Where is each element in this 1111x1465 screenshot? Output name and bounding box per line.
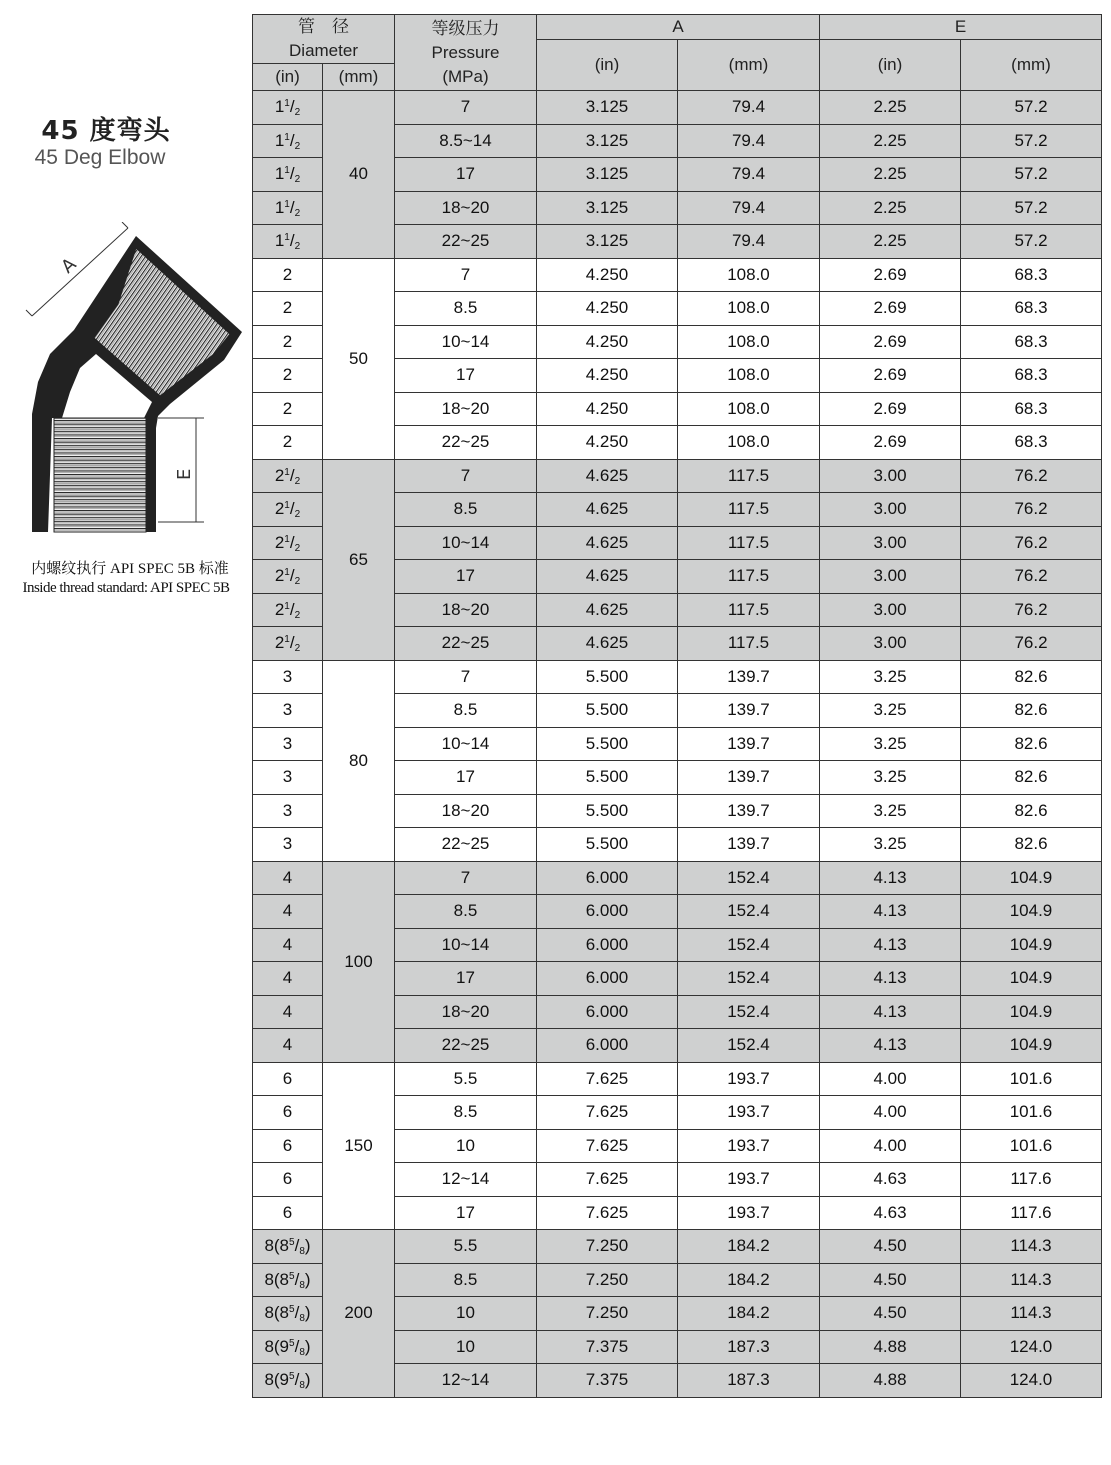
e-mm-cell: 76.2 (961, 526, 1102, 560)
a-mm-cell: 184.2 (678, 1297, 820, 1331)
a-mm-cell: 117.5 (678, 459, 820, 493)
diameter-in-cell: 6 (253, 1129, 323, 1163)
e-mm-cell: 68.3 (961, 426, 1102, 460)
e-mm-header: (mm) (961, 40, 1102, 91)
diameter-in-cell: $2^1/_2$ (253, 627, 323, 661)
e-in-cell: 4.63 (820, 1196, 961, 1230)
pressure-cell: 8.5~14 (395, 124, 537, 158)
a-mm-cell: 152.4 (678, 895, 820, 929)
diameter-in-header: (in) (253, 64, 323, 91)
diameter-in-cell: $2^1/_2$ (253, 493, 323, 527)
pressure-cell: 18~20 (395, 995, 537, 1029)
pressure-cell: 5.5 (395, 1230, 537, 1264)
pressure-cell: 7 (395, 861, 537, 895)
spec-table (252, 14, 1102, 1398)
a-mm-cell: 79.4 (678, 158, 820, 192)
a-in-cell: 7.375 (537, 1330, 678, 1364)
a-in-cell: 7.250 (537, 1230, 678, 1264)
e-in-cell: 2.69 (820, 426, 961, 460)
thread-note-en: Inside thread standard: API SPEC 5B (22, 580, 230, 596)
e-in-cell: 4.50 (820, 1297, 961, 1331)
diameter-in-cell: $1^1/_2$ (253, 124, 323, 158)
diameter-in-cell: $2^1/_2$ (253, 560, 323, 594)
a-mm-cell: 117.5 (678, 593, 820, 627)
diameter-in-cell: 3 (253, 761, 323, 795)
diameter-in-cell: $1^1/_2$ (253, 158, 323, 192)
e-mm-cell: 104.9 (961, 995, 1102, 1029)
e-in-cell: 2.25 (820, 225, 961, 259)
diameter-in-cell: $1^1/_2$ (253, 225, 323, 259)
pressure-cell: 22~25 (395, 1029, 537, 1063)
diameter-in-cell: 2 (253, 292, 323, 326)
e-mm-cell: 104.9 (961, 962, 1102, 996)
a-mm-cell: 193.7 (678, 1096, 820, 1130)
pressure-header-zh: 等级压力 (431, 18, 500, 38)
a-mm-cell: 152.4 (678, 928, 820, 962)
e-mm-cell: 104.9 (961, 928, 1102, 962)
e-mm-cell: 76.2 (961, 459, 1102, 493)
diameter-in-cell: 2 (253, 392, 323, 426)
a-in-cell: 7.250 (537, 1263, 678, 1297)
e-mm-cell: 117.6 (961, 1163, 1102, 1197)
a-mm-cell: 187.3 (678, 1330, 820, 1364)
pressure-cell: 17 (395, 962, 537, 996)
pressure-cell: 17 (395, 761, 537, 795)
a-mm-cell: 193.7 (678, 1196, 820, 1230)
pressure-cell: 18~20 (395, 392, 537, 426)
pressure-cell: 8.5 (395, 694, 537, 728)
pressure-cell: 8.5 (395, 1096, 537, 1130)
a-in-cell: 7.250 (537, 1297, 678, 1331)
a-in-cell: 4.250 (537, 292, 678, 326)
a-mm-cell: 79.4 (678, 91, 820, 125)
a-mm-cell: 139.7 (678, 727, 820, 761)
table-row (253, 258, 1102, 292)
product-title-zh: 45 度弯头 (41, 116, 171, 146)
e-mm-cell: 68.3 (961, 392, 1102, 426)
a-in-cell: 7.625 (537, 1163, 678, 1197)
a-in-cell: 4.625 (537, 560, 678, 594)
diameter-in-cell: 4 (253, 861, 323, 895)
product-panel (0, 0, 252, 1465)
diameter-mm-cell: 50 (323, 258, 395, 459)
a-mm-cell: 139.7 (678, 660, 820, 694)
e-in-cell: 3.25 (820, 761, 961, 795)
e-mm-cell: 114.3 (961, 1230, 1102, 1264)
diameter-in-cell: 6 (253, 1163, 323, 1197)
e-in-cell: 4.13 (820, 861, 961, 895)
a-mm-cell: 187.3 (678, 1364, 820, 1398)
a-in-cell: 5.500 (537, 828, 678, 862)
pressure-cell: 17 (395, 158, 537, 192)
diameter-in-cell: 4 (253, 928, 323, 962)
a-mm-cell: 108.0 (678, 292, 820, 326)
e-mm-cell: 57.2 (961, 225, 1102, 259)
a-in-cell: 4.625 (537, 493, 678, 527)
diameter-in-cell: 3 (253, 794, 323, 828)
pressure-cell: 17 (395, 560, 537, 594)
pressure-cell: 12~14 (395, 1163, 537, 1197)
e-mm-cell: 76.2 (961, 627, 1102, 661)
e-in-cell: 3.00 (820, 560, 961, 594)
pressure-cell: 10 (395, 1330, 537, 1364)
a-in-cell: 6.000 (537, 995, 678, 1029)
a-in-cell: 4.250 (537, 325, 678, 359)
e-mm-cell: 82.6 (961, 828, 1102, 862)
a-in-cell: 7.625 (537, 1196, 678, 1230)
diameter-in-cell: $2^1/_2$ (253, 526, 323, 560)
a-mm-cell: 193.7 (678, 1129, 820, 1163)
e-mm-cell: 68.3 (961, 258, 1102, 292)
a-in-cell: 5.500 (537, 727, 678, 761)
a-mm-cell: 193.7 (678, 1062, 820, 1096)
column-e-header: E (820, 15, 1102, 40)
diameter-in-cell: $1^1/_2$ (253, 91, 323, 125)
a-in-cell: 3.125 (537, 91, 678, 125)
pressure-header (395, 15, 537, 91)
e-mm-cell: 124.0 (961, 1330, 1102, 1364)
diameter-in-cell: $2^1/_2$ (253, 593, 323, 627)
diameter-in-cell: $8(8^5/_8)$ (253, 1297, 323, 1331)
diameter-in-cell: 2 (253, 359, 323, 393)
e-in-cell: 3.00 (820, 627, 961, 661)
a-in-cell: 7.625 (537, 1096, 678, 1130)
a-mm-cell: 139.7 (678, 694, 820, 728)
diameter-in-cell: 4 (253, 1029, 323, 1063)
a-in-cell: 5.500 (537, 694, 678, 728)
pressure-cell: 12~14 (395, 1364, 537, 1398)
e-in-cell: 2.25 (820, 91, 961, 125)
e-in-cell: 4.13 (820, 895, 961, 929)
a-mm-cell: 193.7 (678, 1163, 820, 1197)
a-in-cell: 4.250 (537, 359, 678, 393)
e-mm-cell: 104.9 (961, 861, 1102, 895)
diameter-mm-cell: 150 (323, 1062, 395, 1230)
diameter-mm-cell: 65 (323, 459, 395, 660)
e-in-cell: 4.00 (820, 1129, 961, 1163)
a-in-cell: 6.000 (537, 962, 678, 996)
pressure-cell: 18~20 (395, 593, 537, 627)
e-in-cell: 2.69 (820, 292, 961, 326)
diameter-mm-header: (mm) (323, 64, 395, 91)
a-mm-cell: 117.5 (678, 560, 820, 594)
diameter-header-en: Diameter (289, 41, 358, 60)
e-mm-cell: 57.2 (961, 158, 1102, 192)
a-in-cell: 6.000 (537, 895, 678, 929)
pressure-cell: 22~25 (395, 627, 537, 661)
diameter-in-cell: 4 (253, 962, 323, 996)
e-mm-cell: 101.6 (961, 1096, 1102, 1130)
e-in-cell: 4.13 (820, 928, 961, 962)
e-in-cell: 2.69 (820, 325, 961, 359)
pressure-cell: 10 (395, 1297, 537, 1331)
diameter-in-cell: 4 (253, 895, 323, 929)
elbow-drawing (24, 222, 246, 538)
a-in-cell: 3.125 (537, 225, 678, 259)
e-in-cell: 3.00 (820, 459, 961, 493)
pressure-cell: 10~14 (395, 928, 537, 962)
a-in-cell: 4.250 (537, 392, 678, 426)
diameter-in-cell: 6 (253, 1062, 323, 1096)
a-in-cell: 5.500 (537, 660, 678, 694)
e-in-cell: 4.13 (820, 962, 961, 996)
e-mm-cell: 57.2 (961, 124, 1102, 158)
a-in-cell: 5.500 (537, 794, 678, 828)
dimension-e-label: E (174, 468, 195, 480)
pressure-cell: 17 (395, 1196, 537, 1230)
e-mm-cell: 76.2 (961, 593, 1102, 627)
e-in-cell: 4.00 (820, 1096, 961, 1130)
e-in-cell: 2.69 (820, 359, 961, 393)
pressure-cell: 8.5 (395, 493, 537, 527)
a-mm-header: (mm) (678, 40, 820, 91)
diameter-in-cell: 3 (253, 828, 323, 862)
e-mm-cell: 114.3 (961, 1297, 1102, 1331)
e-in-cell: 4.63 (820, 1163, 961, 1197)
table-row (253, 861, 1102, 895)
diameter-in-cell: 6 (253, 1196, 323, 1230)
e-in-cell: 4.50 (820, 1263, 961, 1297)
pressure-cell: 8.5 (395, 1263, 537, 1297)
a-in-cell: 6.000 (537, 928, 678, 962)
thread-note-zh: 内螺纹执行 API SPEC 5B 标准 (31, 561, 229, 577)
e-mm-cell: 68.3 (961, 325, 1102, 359)
pressure-cell: 18~20 (395, 794, 537, 828)
e-in-cell: 2.25 (820, 158, 961, 192)
a-mm-cell: 139.7 (678, 761, 820, 795)
diameter-in-cell: 2 (253, 325, 323, 359)
a-in-cell: 6.000 (537, 861, 678, 895)
e-in-cell: 2.69 (820, 392, 961, 426)
e-mm-cell: 117.6 (961, 1196, 1102, 1230)
a-mm-cell: 152.4 (678, 962, 820, 996)
product-title-en: 45 Deg Elbow (34, 146, 166, 169)
e-mm-cell: 82.6 (961, 694, 1102, 728)
e-mm-cell: 57.2 (961, 91, 1102, 125)
a-in-cell: 4.250 (537, 426, 678, 460)
pressure-header-unit: (MPa) (442, 66, 489, 86)
diameter-in-cell: $2^1/_2$ (253, 459, 323, 493)
a-in-cell: 7.625 (537, 1062, 678, 1096)
diameter-header (253, 15, 395, 64)
e-in-cell: 4.13 (820, 1029, 961, 1063)
table-row (253, 459, 1102, 493)
spec-table-body (253, 91, 1102, 1398)
e-in-cell: 3.00 (820, 493, 961, 527)
e-mm-cell: 82.6 (961, 660, 1102, 694)
table-row (253, 91, 1102, 125)
e-in-cell: 4.50 (820, 1230, 961, 1264)
pressure-cell: 10 (395, 1129, 537, 1163)
e-mm-cell: 101.6 (961, 1129, 1102, 1163)
pressure-cell: 22~25 (395, 225, 537, 259)
pressure-cell: 10~14 (395, 526, 537, 560)
column-a-header: A (537, 15, 820, 40)
e-in-cell: 3.25 (820, 794, 961, 828)
a-in-cell: 4.625 (537, 593, 678, 627)
pressure-cell: 10~14 (395, 325, 537, 359)
a-mm-cell: 152.4 (678, 995, 820, 1029)
table-row (253, 1230, 1102, 1264)
e-in-cell: 4.13 (820, 995, 961, 1029)
a-mm-cell: 152.4 (678, 1029, 820, 1063)
e-mm-cell: 68.3 (961, 292, 1102, 326)
a-in-cell: 3.125 (537, 158, 678, 192)
pressure-cell: 7 (395, 660, 537, 694)
a-mm-cell: 184.2 (678, 1230, 820, 1264)
e-in-cell: 3.25 (820, 727, 961, 761)
a-in-cell: 4.625 (537, 627, 678, 661)
a-mm-cell: 108.0 (678, 359, 820, 393)
e-in-cell: 2.69 (820, 258, 961, 292)
e-in-cell: 4.88 (820, 1330, 961, 1364)
e-mm-cell: 82.6 (961, 794, 1102, 828)
diameter-in-cell: $8(9^5/_8)$ (253, 1364, 323, 1398)
e-mm-cell: 101.6 (961, 1062, 1102, 1096)
a-in-cell: 5.500 (537, 761, 678, 795)
a-mm-cell: 79.4 (678, 225, 820, 259)
table-row (253, 660, 1102, 694)
pressure-header-en: Pressure (431, 42, 500, 62)
pressure-cell: 8.5 (395, 895, 537, 929)
pressure-cell: 17 (395, 359, 537, 393)
table-row (253, 1062, 1102, 1096)
e-mm-cell: 57.2 (961, 191, 1102, 225)
pressure-cell: 22~25 (395, 828, 537, 862)
a-in-cell: 4.250 (537, 258, 678, 292)
e-in-cell: 2.25 (820, 124, 961, 158)
diameter-in-cell: 4 (253, 995, 323, 1029)
e-mm-cell: 104.9 (961, 1029, 1102, 1063)
a-mm-cell: 108.0 (678, 426, 820, 460)
a-mm-cell: 108.0 (678, 258, 820, 292)
e-mm-cell: 82.6 (961, 761, 1102, 795)
a-in-cell: 4.625 (537, 526, 678, 560)
e-mm-cell: 104.9 (961, 895, 1102, 929)
a-in-cell: 4.625 (537, 459, 678, 493)
e-in-cell: 4.00 (820, 1062, 961, 1096)
a-mm-cell: 79.4 (678, 124, 820, 158)
e-in-cell: 3.00 (820, 593, 961, 627)
diameter-in-cell: 3 (253, 727, 323, 761)
e-in-cell: 3.00 (820, 526, 961, 560)
diameter-in-cell: $8(8^5/_8)$ (253, 1230, 323, 1264)
a-in-cell: 3.125 (537, 191, 678, 225)
dimension-e (158, 418, 204, 522)
a-mm-cell: 152.4 (678, 861, 820, 895)
e-mm-cell: 76.2 (961, 560, 1102, 594)
dimension-a-label: A (57, 253, 81, 278)
e-mm-cell: 114.3 (961, 1263, 1102, 1297)
pressure-cell: 5.5 (395, 1062, 537, 1096)
diameter-mm-cell: 80 (323, 660, 395, 861)
a-mm-cell: 108.0 (678, 392, 820, 426)
a-mm-cell: 117.5 (678, 526, 820, 560)
a-mm-cell: 117.5 (678, 627, 820, 661)
a-in-cell: 3.125 (537, 124, 678, 158)
pressure-cell: 7 (395, 258, 537, 292)
pressure-cell: 18~20 (395, 191, 537, 225)
diameter-in-cell: $1^1/_2$ (253, 191, 323, 225)
diameter-header-zh: 管 径 (298, 17, 349, 36)
pressure-cell: 22~25 (395, 426, 537, 460)
diameter-mm-cell: 200 (323, 1230, 395, 1398)
diameter-in-cell: $8(8^5/_8)$ (253, 1263, 323, 1297)
a-in-cell: 7.375 (537, 1364, 678, 1398)
diameter-in-cell: 6 (253, 1096, 323, 1130)
diameter-in-cell: 3 (253, 694, 323, 728)
a-mm-cell: 184.2 (678, 1263, 820, 1297)
a-in-header: (in) (537, 40, 678, 91)
a-mm-cell: 139.7 (678, 794, 820, 828)
a-mm-cell: 139.7 (678, 828, 820, 862)
a-mm-cell: 79.4 (678, 191, 820, 225)
e-in-header: (in) (820, 40, 961, 91)
pressure-cell: 7 (395, 91, 537, 125)
diameter-in-cell: 2 (253, 426, 323, 460)
e-in-cell: 2.25 (820, 191, 961, 225)
e-in-cell: 3.25 (820, 660, 961, 694)
e-mm-cell: 124.0 (961, 1364, 1102, 1398)
e-in-cell: 3.25 (820, 694, 961, 728)
a-in-cell: 6.000 (537, 1029, 678, 1063)
e-in-cell: 3.25 (820, 828, 961, 862)
e-in-cell: 4.88 (820, 1364, 961, 1398)
e-mm-cell: 82.6 (961, 727, 1102, 761)
e-mm-cell: 76.2 (961, 493, 1102, 527)
a-mm-cell: 117.5 (678, 493, 820, 527)
pressure-cell: 10~14 (395, 727, 537, 761)
diameter-mm-cell: 40 (323, 91, 395, 259)
a-mm-cell: 108.0 (678, 325, 820, 359)
diameter-in-cell: 3 (253, 660, 323, 694)
pressure-cell: 7 (395, 459, 537, 493)
pressure-cell: 8.5 (395, 292, 537, 326)
diameter-mm-cell: 100 (323, 861, 395, 1062)
diameter-in-cell: $8(9^5/_8)$ (253, 1330, 323, 1364)
diameter-in-cell: 2 (253, 258, 323, 292)
a-in-cell: 7.625 (537, 1129, 678, 1163)
e-mm-cell: 68.3 (961, 359, 1102, 393)
